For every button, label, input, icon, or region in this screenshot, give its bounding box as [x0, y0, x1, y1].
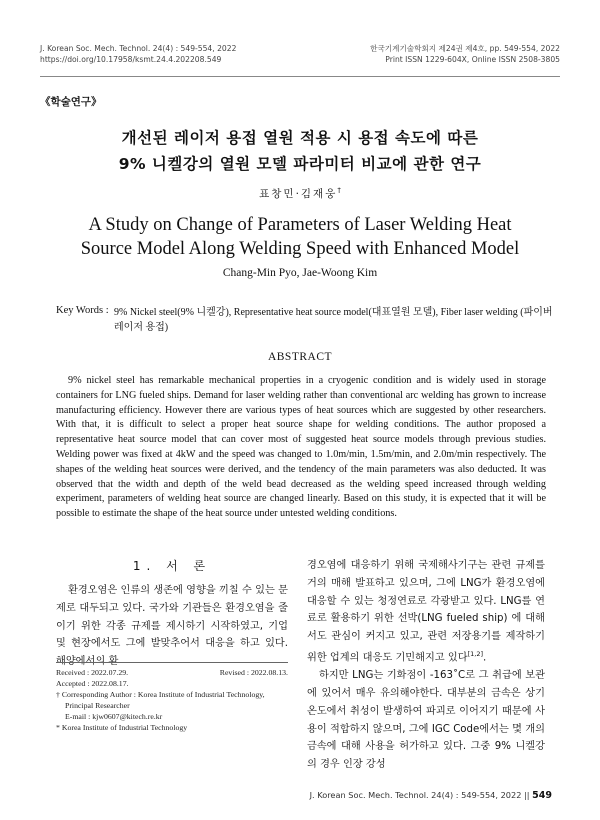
journal-citation: J. Korean Soc. Mech. Technol. 24(4) : 549-554, 2022 [40, 44, 237, 53]
running-header-left [40, 43, 236, 65]
revised-date: Revised : 2022.08.13. [219, 668, 288, 677]
corresponding-author: † Corresponding Author : Korea Institute of Industrial Technology, [56, 690, 265, 699]
corresponding-email[interactable]: E-mail : kjw0607@kitech.re.kr [65, 712, 163, 721]
page-footer [310, 790, 552, 801]
coauthor-affiliation: * Korea Institute of Industrial Technology [56, 723, 188, 732]
korean-title-line-1: 개선된 레이저 용접 열원 적용 시 용접 속도에 따른 [121, 129, 479, 147]
korean-authors [40, 186, 560, 201]
english-title-line-1: A Study on Change of Parameters of Laser Welding Heat [88, 215, 512, 235]
korean-title-line-2: 9% 니켈강의 열원 모델 파라미터 비교에 관한 연구 [118, 155, 482, 173]
footnote-divider [56, 662, 288, 663]
received-date: Received : 2022.07.29. [56, 668, 129, 677]
introduction-right-column [307, 557, 545, 774]
introduction-paragraph-1: 경오염에 대응하기 위해 국제해사기구는 관련 규제를 거의 매해 발표하고 있으며, 그에 LNG가 환경오염에 대응할 수 있는 청정연료로 각광받고 있다. LNG를 연료로 활용하기 위한 선박(LNG fueled ship) 에 대해서도 관심이 커지고 있고, 관련 저장용기를 제작하기 위한 업계의 대응도 기민해지고 있다[1,2]. [307, 560, 545, 664]
english-title [40, 213, 560, 261]
header-divider [40, 76, 560, 77]
corresponding-mark: † [337, 186, 341, 195]
doi-link[interactable]: https://doi.org/10.17958/ksmt.24.4.202208.549 [40, 55, 222, 64]
english-authors: Chang-Min Pyo, Jae-Woong Kim [222, 267, 378, 279]
issn-line: Print ISSN 1229-604X, Online ISSN 2508-3805 [385, 55, 560, 64]
korean-title [40, 125, 560, 177]
keywords-label: Key Words : [56, 305, 109, 316]
running-header-right [370, 43, 560, 65]
accepted-date: Accepted : 2022.08.17. [56, 679, 129, 688]
citation-reference[interactable]: [1,2] [467, 649, 483, 658]
footer-citation: J. Korean Soc. Mech. Technol. 24(4) : 549-554, 2022 || [309, 790, 530, 800]
introduction-left-column: 환경오염은 인류의 생존에 영향을 끼칠 수 있는 문제로 대두되고 있다. 국가와 기관들은 환경오염을 줄이기 위한 각종 규제를 제시하기 시작하였고, 기업 및 현장에서도 그에 발맞추어서 대응을 하고 있다. 해양에서의 환 [56, 585, 288, 668]
abstract-body: 9% nickel steel has remarkable mechanical properties in a cryogenic condition and is widely used in storage containers for LNG fueled ships. Demand for laser welding rather than conventional arc welding has grown to increase manufacturing efficiency. However there are various types of heat sources which are suggested by other researchers. With that, it is difficult to select a proper heat source shape for welding conditions. The author proposed a representative heat source model that can cover most of suggested heat source models through previous studies. Welding power was fixed at 4kW and the speed was changed to 1.0m/min, 1.5m/min, and 2.0m/min respectively. The shapes of the welding heat sources were derived, and the tendency of the main parameters was also deducted. It was observed that the width and depth of the weld bead decreased as the welding speed increased through welding experiment, parameters of welding heat source are changed linearly. Based on this study, it is expected that it will be possible to estimate the shape of the heat source under untested welding conditions. [56, 375, 546, 520]
korean-author-names: 표창민·김재웅 [259, 188, 338, 200]
english-title-line-2: Source Model Along Welding Speed with Enhanced Model [80, 239, 520, 259]
keywords-text: 9% Nickel steel(9% 니켈강), Representative heat source model(대표열원 모델), Fiber laser welding (파이버 레이저 용접) [114, 307, 553, 333]
section-heading-introduction: 1. 서 론 [132, 559, 212, 573]
abstract-heading: ABSTRACT [267, 351, 333, 363]
received-revised-row [56, 667, 288, 678]
introduction-paragraph-2: 하지만 LNG는 기화점이 -163˚C로 그 취급에 보관에 있어서 매우 유의해야한다. 대부분의 금속은 상기 온도에서 취성이 발생하여 파괴로 이어지기 때문에 사용이 적합하지 않으며, 그에 IGC Code에서는 몇 개의 금속에 대해 사용을 허가하고 있다. 그중 9% 니켈강의 경우 인장 강성 [307, 670, 545, 771]
article-category: 《학술연구》 [40, 96, 102, 108]
corresponding-author-title: Principal Researcher [65, 701, 130, 710]
journal-citation-korean: 한국기계기술학회지 제24권 제4호, pp. 549-554, 2022 [370, 44, 560, 53]
page-number: 549 [532, 790, 552, 801]
article-footnotes [56, 667, 288, 733]
